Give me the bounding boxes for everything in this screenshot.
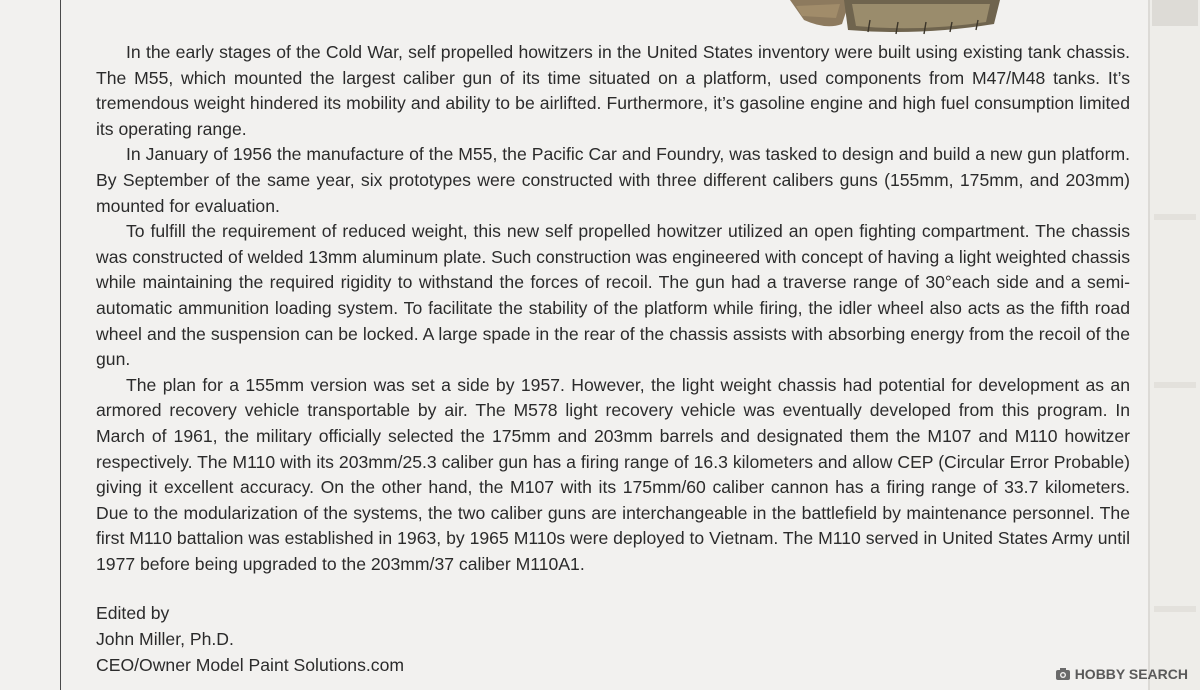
vehicle-photo-fragment [790,0,1070,38]
paragraph-2: In January of 1956 the manufacture of the M55, the Pacific Car and Foundry, was tasked to design and build a new gun platform. By September of the same year, six prototypes were constructed with three different calibers guns (155mm, 175mm, and 203mm) mounted for evaluation. [96,144,1130,216]
camera-icon [1055,667,1071,681]
article-body [96,40,1130,577]
paragraph-4: The plan for a 155mm version was set a side by 1957. However, the light weight chassis had potential for development as an armored recovery vehicle transportable by air. The M578 light recovery vehicle was eventually developed from this program. In March of 1961, the military officially selected the 175mm and 203mm barrels and designated them the M107 and M110 howitzer respectively. The M110 with its 203mm/25.3 caliber gun has a firing range of 16.3 kilometers and allow CEP (Circular Error Probable) giving it excellent accuracy. On the other hand, the M107 with its 175mm/60 caliber cannon has a firing range of 33.7 kilometers. Due to the modularization of the systems, the two caliber guns are interchangeable in the battlefield by maintenance personnel. The first M110 battalion was established in 1963, by 1965 M110s were deployed to Vietnam. The M110 served in United States Army until 1977 before being upgraded to the 203mm/37 caliber M110A1. [96,374,1130,574]
credits-block [96,600,404,678]
paragraph-1: In the early stages of the Cold War, self propelled howitzers in the United States inventory were built using existing tank chassis. The M55, which mounted the largest caliber gun of its time situated on a platform, used components from M47/M48 tanks. It’s tremendous weight hindered its mobility and ability to be airlifted. Furthermore, it’s gasoline engine and high fuel consumption limited its operating range. [96,42,1130,139]
paragraph-3: To fulfill the requirement of reduced weight, this new self propelled howitzer utilized an open fighting compartment. The chassis was constructed of welded 13mm aluminum plate. Such construction was engineered with concept of having a light weighted chassis while maintaining the required rigidity to withstand the forces of recoil. The gun had a traverse range of 30°each side and a semi-automatic ammunition loading system. To facilitate the stability of the platform while firing, the idler wheel also acts as the fifth road wheel and the suspension can be locked. A large spade in the rear of the chassis assists with absorbing energy from the recoil of the gun. [96,221,1130,370]
credit-author: John Miller, Ph.D. [96,629,234,649]
credit-company: CEO/Owner Model Paint Solutions.com [96,655,405,675]
credit-edited-by: Edited by [96,603,170,623]
page-left-border [60,0,61,690]
watermark-text: HOBBY SEARCH [1074,666,1188,682]
watermark [1055,666,1188,682]
bleed-through-page-edge [1150,0,1200,690]
